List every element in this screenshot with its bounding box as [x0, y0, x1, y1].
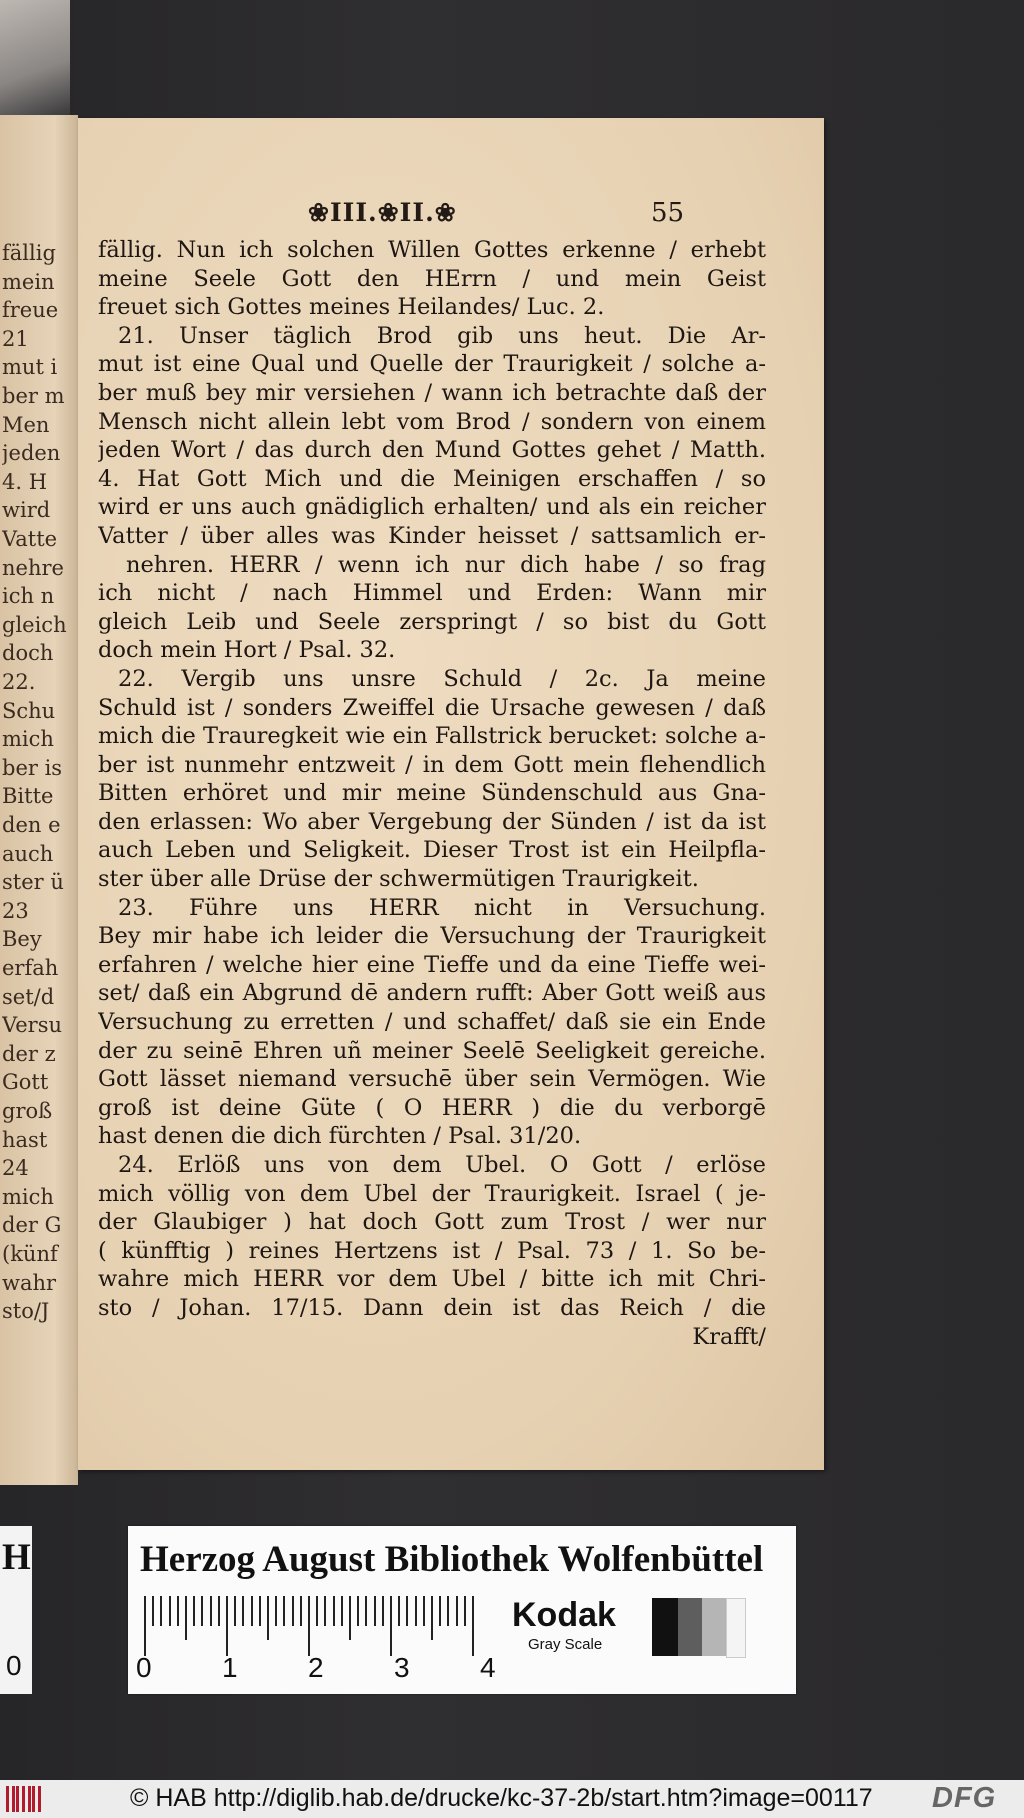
ruler-tick	[242, 1596, 244, 1626]
left-page-line: gleich	[2, 612, 67, 637]
left-page-line: mut i	[2, 355, 58, 380]
text-line: den erlassen: Wo aber Vergebung der Sünden / ist da ist	[98, 808, 766, 835]
left-page-line: 21	[2, 326, 29, 351]
left-page-line: Vatte	[2, 527, 58, 551]
text-line: hast denen die dich fürchten / Psal. 31/20.	[98, 1123, 582, 1150]
left-page-line: mich	[2, 727, 54, 752]
left-card-fragment	[0, 1526, 32, 1694]
left-page-line: set/d	[2, 984, 55, 1009]
ruler-tick	[341, 1596, 343, 1626]
text-line: Vatter / über alles was Kinder heisset / sattsamlich er-	[98, 522, 766, 549]
left-page-line: groß	[2, 1099, 53, 1123]
text-line: auch Leben und Seligkeit. Dieser Trost ist ein Heilpfla-	[98, 837, 766, 864]
left-page-line: 4. H	[2, 469, 48, 494]
ruler-number: 4	[480, 1652, 496, 1683]
left-page-line: auch	[2, 841, 54, 866]
left-page-line: ber m	[2, 384, 65, 408]
text-line: 24. Erlöß uns von dem Ubel. O Gott / erlöse	[118, 1152, 766, 1178]
left-page-shadow	[0, 0, 70, 115]
left-page-line: ber is	[2, 755, 63, 780]
text-line: Gott lässet niemand versuchē über sein Vermögen. Wie	[98, 1066, 766, 1093]
ruler-tick	[185, 1596, 187, 1640]
text-line: ( künfftig ) reines Hertzens ist / Psal. 73 / 1. So be-	[98, 1237, 766, 1264]
left-page-line: Schu	[2, 698, 56, 723]
barcode-icon	[6, 1786, 46, 1812]
ruler-tick	[152, 1596, 154, 1626]
left-page-line: sto/J	[2, 1299, 50, 1324]
text-line: ber ist nunmehr entzweit / in dem Gott mein flehendlich	[98, 751, 766, 778]
left-page-line: der G	[2, 1213, 62, 1238]
page-number: 55	[651, 198, 685, 228]
text-line: groß ist deine Güte ( O HERR ) die du verborgē	[98, 1094, 766, 1121]
left-page-line: doch	[2, 641, 54, 666]
ruler-number: 0	[136, 1652, 152, 1683]
book-page	[78, 118, 824, 1470]
ruler-tick	[226, 1596, 228, 1656]
ruler-tick	[308, 1596, 310, 1656]
left-page-line: Bey	[2, 927, 42, 952]
ruler-tick	[283, 1596, 285, 1626]
ruler-tick	[144, 1596, 146, 1656]
ruler-tick	[234, 1596, 236, 1626]
left-page-line: fällig	[2, 241, 56, 265]
text-line: sto / Johan. 17/15. Dann dein ist das Reich / die	[98, 1294, 766, 1321]
gray-swatch-dark	[678, 1598, 702, 1656]
footer-bar	[0, 1780, 1024, 1818]
page-text	[98, 236, 766, 1351]
left-card-number: 0	[6, 1650, 22, 1681]
text-line: mich die Trauregkeit wie ein Fallstrick berucket: solche a-	[98, 723, 766, 750]
dfg-logo: DFG	[932, 1782, 997, 1814]
left-card-letter: H	[2, 1537, 31, 1578]
ruler-tick	[382, 1596, 384, 1626]
ruler-tick	[193, 1596, 195, 1626]
left-page-line: freue	[2, 298, 59, 323]
text-line: mut ist eine Qual und Quelle der Traurigkeit / solche a-	[98, 351, 766, 378]
text-line: erfahren / welche hier eine Tieffe und da eine Tieffe wei-	[98, 951, 766, 978]
left-page-line: 24	[2, 1156, 29, 1181]
ruler-tick	[251, 1596, 253, 1626]
ruler-tick	[218, 1596, 220, 1626]
text-line: Bitten erhöret und mir meine Sündenschuld aus Gna-	[98, 780, 766, 807]
left-page-line: hast	[2, 1127, 48, 1152]
text-line: doch mein Hort / Psal. 32.	[98, 637, 396, 664]
gray-scale-label: Gray Scale	[528, 1636, 603, 1653]
ruler-tick	[201, 1596, 203, 1626]
ruler-tick	[472, 1596, 474, 1656]
ruler-tick	[275, 1596, 277, 1626]
left-page-line: Versu	[2, 1013, 63, 1038]
left-page-line: mich	[2, 1184, 54, 1209]
ruler-number: 1	[222, 1652, 238, 1683]
text-line: der Glaubiger ) hat doch Gott zum Trost / wer nur	[98, 1209, 766, 1236]
ruler-tick	[431, 1596, 433, 1640]
left-page-line: Bitte	[2, 784, 54, 809]
ruler-tick	[398, 1596, 400, 1626]
text-line: wird er uns auch gnädiglich erhalten/ und als ein reicher	[98, 494, 766, 521]
source-url[interactable]: © HAB http://diglib.hab.de/drucke/kc-37-2b/start.htm?image=00117	[130, 1784, 873, 1812]
ruler-tick	[365, 1596, 367, 1626]
left-page-line: 22.	[2, 670, 36, 694]
left-page-line: ster ü	[2, 870, 64, 895]
kodak-logo: Kodak	[512, 1596, 616, 1634]
left-page-line: den e	[2, 813, 61, 837]
ruler-scale	[144, 1596, 484, 1656]
text-line: 23. Führe uns HERR nicht in Versuchung.	[118, 894, 766, 921]
signature-mark: ❀III.❀II.❀	[308, 198, 457, 227]
text-line: freuet sich Gottes meines Heilandes/ Luc. 2.	[98, 294, 605, 321]
text-line: jeden Wort / das durch den Mund Gottes gehet / Matth.	[98, 437, 766, 464]
gray-swatch-white	[726, 1598, 746, 1658]
text-line: ster über alle Drüse der schwermütigen Traurigkeit.	[98, 866, 699, 893]
gray-swatch-black	[652, 1598, 678, 1656]
left-page-line: Men	[2, 412, 50, 437]
text-line: meine Seele Gott den HErrn / und mein Geist	[98, 265, 766, 292]
ruler-tick	[447, 1596, 449, 1626]
left-page-line: wird	[2, 498, 51, 523]
left-page-fragment	[0, 115, 78, 1485]
ruler-tick	[160, 1596, 162, 1626]
ruler-tick	[324, 1596, 326, 1626]
text-line: set/ daß ein Abgrund dē andern rufft: Aber Gott weiß aus	[98, 980, 766, 1007]
ruler-tick	[177, 1596, 179, 1626]
text-line: Schuld ist / sonders Zweiffel die Ursache gewesen / daß	[98, 694, 766, 721]
text-line: der zu seinē Ehren uñ meiner Seelē Seeligkeit gereiche.	[98, 1037, 766, 1064]
ruler-tick	[316, 1596, 318, 1626]
text-line: Krafft/	[692, 1323, 766, 1350]
ruler-tick	[415, 1596, 417, 1626]
ruler-numbers	[136, 1652, 516, 1684]
ruler-tick	[349, 1596, 351, 1640]
ruler-tick	[374, 1596, 376, 1626]
ruler-number: 2	[308, 1652, 324, 1683]
left-page-line: der z	[2, 1041, 56, 1066]
ruler-tick	[267, 1596, 269, 1640]
ruler-tick	[456, 1596, 458, 1626]
text-line: mich völlig von dem Ubel der Traurigkeit. Israel ( je-	[98, 1180, 766, 1207]
text-line: nehren. HERR / wenn ich nur dich habe / so frag	[126, 551, 766, 578]
left-page-line: ich n	[2, 584, 55, 609]
library-name: Herzog August Bibliothek Wolfenbüttel	[140, 1539, 764, 1580]
library-card	[128, 1526, 796, 1694]
text-line: 21. Unser täglich Brod gib uns heut. Die Ar-	[118, 322, 766, 349]
text-line: fällig. Nun ich solchen Willen Gottes erkenne / erhebt	[98, 237, 766, 263]
text-line: Versuchung zu erretten / und schaffet/ daß sie ein Ende	[98, 1009, 766, 1036]
ruler-tick	[439, 1596, 441, 1626]
ruler-number: 3	[394, 1652, 410, 1683]
text-line: 4. Hat Gott Mich und die Meinigen erschaffen / so	[98, 465, 766, 492]
ruler-tick	[300, 1596, 302, 1626]
ruler-tick	[390, 1596, 392, 1656]
ruler-tick	[357, 1596, 359, 1626]
text-line: gleich Leib und Seele zerspringt / so bist du Gott	[98, 608, 766, 635]
left-page-line: wahr	[2, 1270, 57, 1295]
left-page-line: erfah	[2, 956, 59, 980]
text-line: ber muß bey mir versiehen / wann ich betrachte daß der	[98, 379, 766, 406]
ruler-tick	[259, 1596, 261, 1626]
gray-swatch-light	[702, 1598, 726, 1656]
left-page-line: mein	[2, 269, 55, 294]
left-page-line: jeden	[2, 441, 61, 466]
ruler-tick	[169, 1596, 171, 1626]
left-page-line: nehre	[2, 555, 64, 580]
text-line: Mensch nicht allein lebt vom Brod / sondern von einem	[98, 408, 766, 435]
ruler-tick	[406, 1596, 408, 1626]
left-page-line: 23	[2, 898, 29, 923]
ruler-tick	[423, 1596, 425, 1626]
ruler-tick	[464, 1596, 466, 1626]
text-line: 22. Vergib uns unsre Schuld / 2c. Ja meine	[118, 665, 766, 692]
ruler-tick	[292, 1596, 294, 1626]
left-page-line: (künf	[2, 1242, 58, 1266]
text-line: ich nicht / nach Himmel und Erden: Wann mir	[98, 580, 766, 607]
text-line: wahre mich HERR vor dem Ubel / bitte ich mit Chri-	[98, 1266, 766, 1293]
text-line: Bey mir habe ich leider die Versuchung der Traurigkeit	[98, 923, 766, 950]
ruler-tick	[333, 1596, 335, 1626]
left-page-line: Gott	[2, 1070, 49, 1095]
ruler-tick	[210, 1596, 212, 1626]
page-header	[78, 198, 824, 232]
